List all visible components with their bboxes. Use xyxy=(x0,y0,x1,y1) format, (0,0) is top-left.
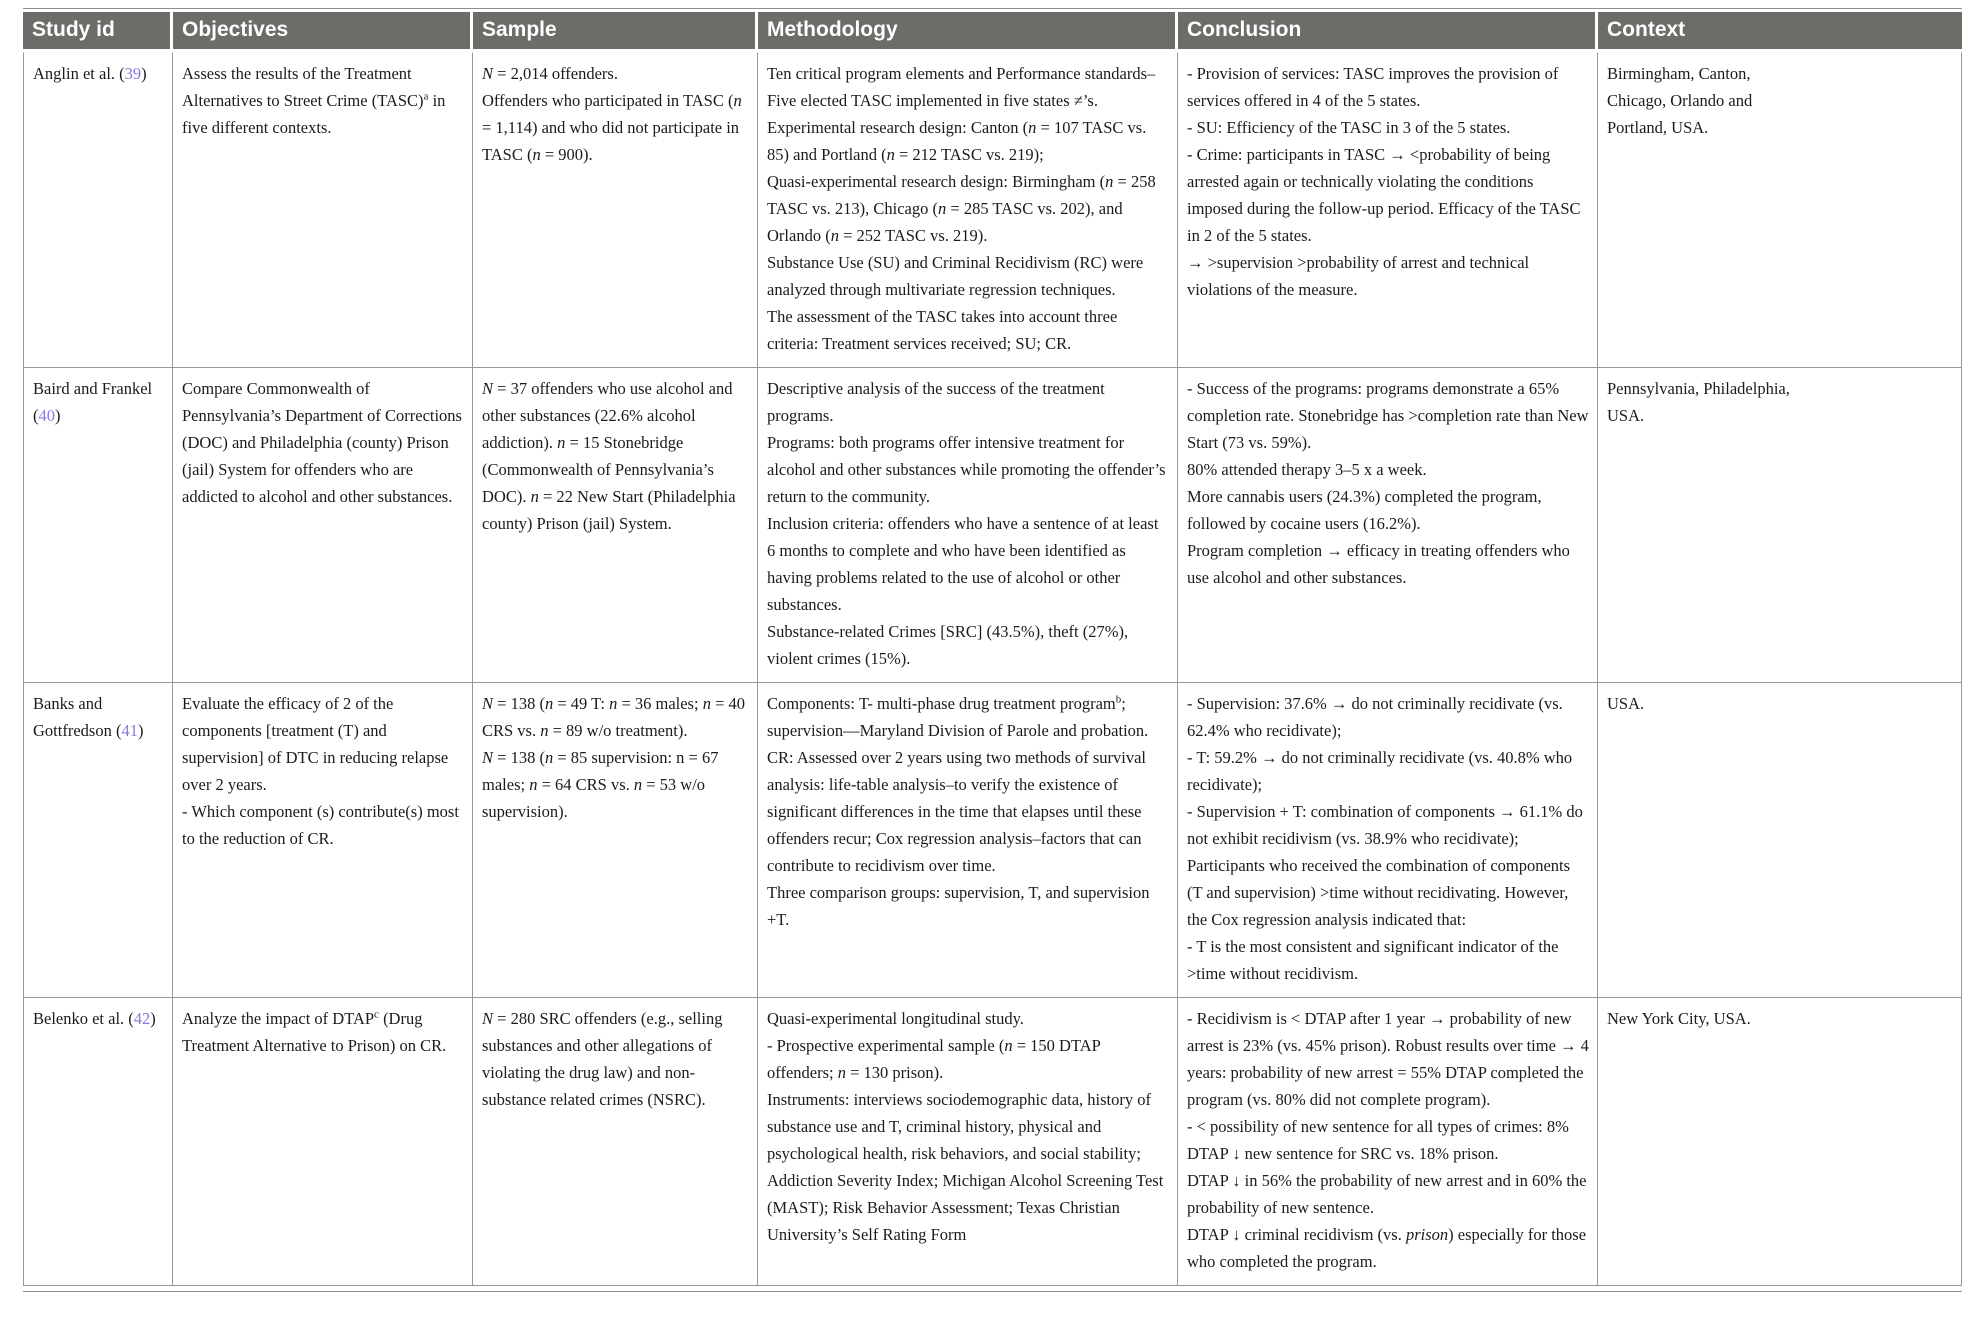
cell-belenko-objectives xyxy=(173,998,473,1286)
table-top-border xyxy=(23,8,1962,9)
cell-paragraph: Baird and Frankel (40) xyxy=(33,379,153,425)
cell-paragraph: N = 37 offenders who use alcohol and other substances (22.6% alcohol addiction). n = 15 Stonebridge (Commonwealth of Pennsylvania’s DOC). n = 22 New Start (Philadelphia county) Prison (jail) System. xyxy=(482,379,736,533)
cell-paragraph: Pennsylvania, Philadelphia, USA. xyxy=(1607,379,1790,425)
cell-baird-study-id xyxy=(23,368,173,683)
cell-paragraph: - T is the most consistent and significant indicator of the >time without recidivism. xyxy=(1187,937,1559,983)
cell-paragraph: Anglin et al. (39) xyxy=(33,64,147,83)
table-row-anglin xyxy=(23,52,1962,368)
cell-baird-conclusion xyxy=(1178,368,1598,683)
citation-link[interactable]: 41 xyxy=(121,721,138,740)
cell-banks-objectives xyxy=(173,683,473,998)
cell-paragraph: DTAP ↓ criminal recidivism (vs. prison) especially for those who completed the program. xyxy=(1187,1225,1587,1271)
citation-link[interactable]: 42 xyxy=(133,1009,151,1028)
cell-paragraph: Offenders who participated in TASC (n = 1,114) and who did not participate in TASC (n = 900). xyxy=(482,91,742,164)
cell-paragraph: Banks and Gottfredson (41) xyxy=(33,694,144,740)
cell-paragraph: - Crime: participants in TASC → <probability of being arrested again or technically violating the conditions imposed during the follow-up period. Efficacy of the TASC in 2 of the 5 states. xyxy=(1187,145,1581,245)
cell-paragraph: Inclusion criteria: offenders who have a sentence of at least 6 months to complete and who have been identified as having problems related to the use of alcohol or other substances. xyxy=(767,514,1159,614)
cell-paragraph: - Success of the programs: programs demonstrate a 65% completion rate. Stonebridge has >completion rate than New Start (73 vs. 59%). xyxy=(1187,379,1589,452)
cell-banks-conclusion xyxy=(1178,683,1598,998)
cell-paragraph: - Recidivism is < DTAP after 1 year → probability of new arrest is 23% (vs. 45% prison). Robust results over time → 4 years: probability of new arrest = 55% DTAP completed the program (vs. 80% did not complete program). xyxy=(1187,1009,1589,1109)
cell-baird-context xyxy=(1598,368,1962,683)
cell-paragraph: - Provision of services: TASC improves the provision of services offered in 4 of the 5 states. xyxy=(1187,64,1559,110)
column-header-objectives: Objectives xyxy=(173,12,473,52)
column-header-study-id: Study id xyxy=(23,12,173,52)
cell-paragraph: Analyze the impact of DTAP$^c$ (Drug Treatment Alternative to Prison) on CR. xyxy=(182,1008,447,1055)
citation-link[interactable]: 40 xyxy=(38,406,55,425)
cell-paragraph: Assess the results of the Treatment Alternatives to Street Crime (TASC)$^a$ in five different contexts. xyxy=(182,64,446,137)
cell-paragraph: N = 2,014 offenders. xyxy=(482,64,618,83)
column-header-methodology: Methodology xyxy=(758,12,1178,52)
cell-paragraph: Evaluate the efficacy of 2 of the components [treatment (T) and supervision] of DTC in reducing relapse over 2 years. xyxy=(182,694,449,794)
cell-paragraph: Programs: both programs offer intensive treatment for alcohol and other substances while promoting the offender’s return to the community. xyxy=(767,433,1166,506)
cell-anglin-conclusion xyxy=(1178,52,1598,368)
cell-paragraph: Quasi-experimental longitudinal study. xyxy=(767,1009,1024,1028)
cell-paragraph: New York City, USA. xyxy=(1607,1009,1751,1028)
cell-banks-methodology xyxy=(758,683,1178,998)
cell-anglin-sample xyxy=(473,52,758,368)
cell-paragraph: Components: T- multi-phase drug treatment program$^b$; supervision—Maryland Division of Parole and probation. xyxy=(767,693,1149,740)
cell-banks-study-id xyxy=(23,683,173,998)
cell-belenko-context xyxy=(1598,998,1962,1286)
cell-paragraph: Ten critical program elements and Performance standards–Five elected TASC implemented in five states ≠’s. xyxy=(767,64,1156,110)
cell-paragraph: N = 138 (n = 49 T: n = 36 males; n = 40 CRS vs. n = 89 w/o treatment). xyxy=(482,694,746,740)
cell-paragraph: - Supervision: 37.6% → do not criminally recidivate (vs. 62.4% who recidivate); xyxy=(1187,694,1563,740)
cell-paragraph: Participants who received the combination of components (T and supervision) >time without recidivating. However, the Cox regression analysis indicated that: xyxy=(1187,856,1571,929)
cell-belenko-sample xyxy=(473,998,758,1286)
cell-paragraph: Substance-related Crimes [SRC] (43.5%), theft (27%), violent crimes (15%). xyxy=(767,622,1129,668)
cell-paragraph: Substance Use (SU) and Criminal Recidivism (RC) were analyzed through multivariate regression techniques. xyxy=(767,253,1144,299)
cell-paragraph: Instruments: interviews sociodemographic data, history of substance use and T, criminal history, physical and psychological health, risk behaviors, and social stability; Addiction Severity Index; Michigan Alcohol Screening Test (MAST); Risk Behavior Assessment; Texas Christian University’s Self Rating Form xyxy=(767,1090,1164,1244)
cell-belenko-conclusion xyxy=(1178,998,1598,1286)
cell-paragraph: - < possibility of new sentence for all types of crimes: 8% DTAP ↓ new sentence for SRC vs. 18% prison. xyxy=(1187,1117,1569,1163)
table-row-banks xyxy=(23,683,1962,998)
cell-paragraph: Quasi-experimental research design: Birmingham (n = 258 TASC vs. 213), Chicago (n = 285 TASC vs. 202), and Orlando (n = 252 TASC vs. 219). xyxy=(767,172,1156,245)
cell-paragraph: Descriptive analysis of the success of the treatment programs. xyxy=(767,379,1105,425)
cell-baird-sample xyxy=(473,368,758,683)
column-header-sample: Sample xyxy=(473,12,758,52)
cell-paragraph: - SU: Efficiency of the TASC in 3 of the 5 states. xyxy=(1187,118,1511,137)
cell-belenko-methodology xyxy=(758,998,1178,1286)
cell-paragraph: - Supervision + T: combination of components → 61.1% do not exhibit recidivism (vs. 38.9% who recidivate); xyxy=(1187,802,1583,848)
cell-baird-methodology xyxy=(758,368,1178,683)
cell-paragraph: The assessment of the TASC takes into account three criteria: Treatment services received; SU; CR. xyxy=(767,307,1118,353)
cell-baird-objectives xyxy=(173,368,473,683)
cell-paragraph: Experimental research design: Canton (n = 107 TASC vs. 85) and Portland (n = 212 TASC vs. 219); xyxy=(767,118,1147,164)
studies-table xyxy=(23,12,1962,1286)
cell-belenko-study-id xyxy=(23,998,173,1286)
cell-banks-sample xyxy=(473,683,758,998)
header-row xyxy=(23,12,1962,52)
cell-paragraph: DTAP ↓ in 56% the probability of new arrest and in 60% the probability of new sentence. xyxy=(1187,1171,1587,1217)
cell-paragraph: - T: 59.2% → do not criminally recidivate (vs. 40.8% who recidivate); xyxy=(1187,748,1573,794)
cell-banks-context xyxy=(1598,683,1962,998)
cell-anglin-study-id xyxy=(23,52,173,368)
cell-anglin-context xyxy=(1598,52,1962,368)
cell-paragraph: Birmingham, Canton, Chicago, Orlando and Portland, USA. xyxy=(1607,64,1753,137)
cell-paragraph: CR: Assessed over 2 years using two methods of survival analysis: life-table analysis–to verify the existence of significant differences in the time that elapses until these offenders recur; Cox regression analysis–factors that can contribute to recidivism over time. xyxy=(767,748,1147,875)
cell-anglin-objectives xyxy=(173,52,473,368)
table-bottom-rule xyxy=(23,1291,1962,1292)
cell-paragraph: More cannabis users (24.3%) completed the program, followed by cocaine users (16.2%). xyxy=(1187,487,1542,533)
cell-paragraph: Program completion → efficacy in treating offenders who use alcohol and other substances. xyxy=(1187,541,1570,587)
cell-paragraph: - Prospective experimental sample (n = 150 DTAP offenders; n = 130 prison). xyxy=(767,1036,1101,1082)
cell-paragraph: 80% attended therapy 3–5 x a week. xyxy=(1187,460,1427,479)
cell-paragraph: - Which component (s) contribute(s) most to the reduction of CR. xyxy=(182,802,459,848)
column-header-conclusion: Conclusion xyxy=(1178,12,1598,52)
cell-paragraph: → >supervision >probability of arrest and technical violations of the measure. xyxy=(1187,253,1530,299)
table-row-baird xyxy=(23,368,1962,683)
cell-paragraph: N = 138 (n = 85 supervision: n = 67 males; n = 64 CRS vs. n = 53 w/o supervision). xyxy=(482,748,719,821)
cell-anglin-methodology xyxy=(758,52,1178,368)
cell-paragraph: Belenko et al. (42) xyxy=(33,1009,156,1028)
column-header-context: Context xyxy=(1598,12,1962,52)
cell-paragraph: Compare Commonwealth of Pennsylvania’s Department of Corrections (DOC) and Philadelphia (county) Prison (jail) System for offenders who are addicted to alcohol and other substances. xyxy=(182,379,462,506)
cell-paragraph: USA. xyxy=(1607,694,1645,713)
table-row-belenko xyxy=(23,998,1962,1286)
cell-paragraph: Three comparison groups: supervision, T, and supervision +T. xyxy=(767,883,1150,929)
citation-link[interactable]: 39 xyxy=(124,64,142,83)
cell-paragraph: N = 280 SRC offenders (e.g., selling substances and other allegations of violating the drug law) and non-substance related crimes (NSRC). xyxy=(482,1009,723,1109)
